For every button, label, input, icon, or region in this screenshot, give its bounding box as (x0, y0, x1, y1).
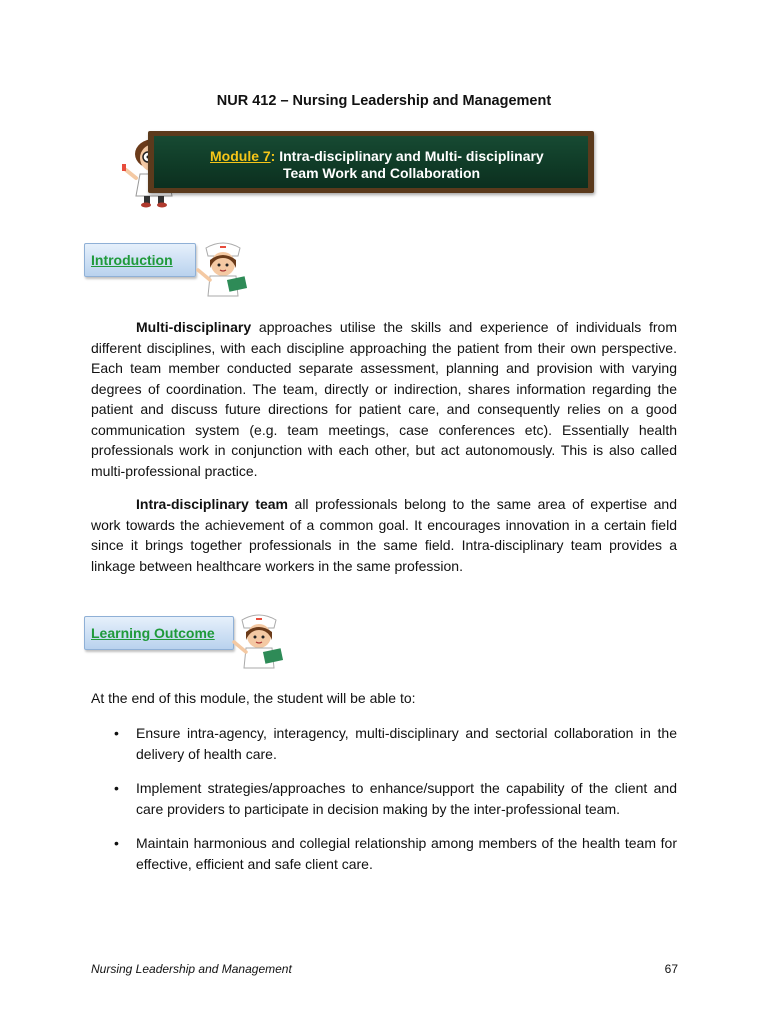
intra-disciplinary-term: Intra-disciplinary team (136, 496, 289, 512)
outcomes-lead: At the end of this module, the student will be able to: (91, 690, 416, 706)
nurse-illustration (192, 240, 254, 298)
intro-paragraph-1 (91, 317, 677, 481)
introduction-tab (84, 243, 196, 277)
module-title-line1: Intra-disciplinary and Multi- disciplinary (275, 148, 544, 164)
bullet-icon: • (114, 780, 119, 796)
list-item (91, 778, 677, 819)
module-label: Module 7 (210, 148, 271, 164)
footer-title: Nursing Leadership and Management (91, 962, 292, 976)
page-number: 67 (664, 962, 678, 976)
multi-disciplinary-term: Multi-disciplinary (136, 319, 252, 335)
outcome-text: Ensure intra-agency, interagency, multi-disciplinary and sectorial collaboration in the delivery of health care. (136, 725, 677, 762)
module-title-line2: Team Work and Collaboration (283, 165, 481, 181)
outcome-text: Maintain harmonious and collegial relationship among members of the health team for effective, efficient and safe client care. (136, 835, 677, 872)
module-banner (148, 131, 594, 193)
module-colon: : (270, 148, 276, 164)
intro-paragraph-1-text: approaches utilise the skills and experience of individuals from different disciplines, with each discipline approaching the patient from their own perspective. Each team member conducted separate assessment, planning and provision with varying degrees of coordination. The team, directly or indirection, shares information regarding the patient and discuss future directions for patient care, and consequently relies on a good communication system (e.g. team meetings, case conferences etc). Essentially health professionals work in conjunction with each other, but act autonomously. This is also called multi-professional practice. (91, 319, 677, 479)
nurse-illustration (228, 612, 290, 670)
bullet-icon: • (114, 725, 119, 741)
intro-paragraph-2-text: all professionals belong to the same area of expertise and work towards the achievement of a common goal. It encourages innovation in a certain field since it brings together professionals in the same field. Intra-disciplinary team provides a linkage between healthcare workers in the same profession. (91, 496, 677, 574)
outcomes-list (91, 723, 677, 888)
list-item (91, 833, 677, 874)
course-title: NUR 412 – Nursing Leadership and Management (216, 93, 552, 109)
list-item (91, 723, 677, 764)
introduction-heading: Introduction (91, 252, 173, 268)
learning-outcome-tab (84, 616, 234, 650)
learning-outcome-heading: Learning Outcome (91, 625, 215, 641)
outcome-text: Implement strategies/approaches to enhance/support the capability of the client and care providers to participate in decision making by the inter-professional team. (136, 780, 677, 817)
bullet-icon: • (114, 835, 119, 851)
intro-paragraph-2 (91, 494, 677, 576)
